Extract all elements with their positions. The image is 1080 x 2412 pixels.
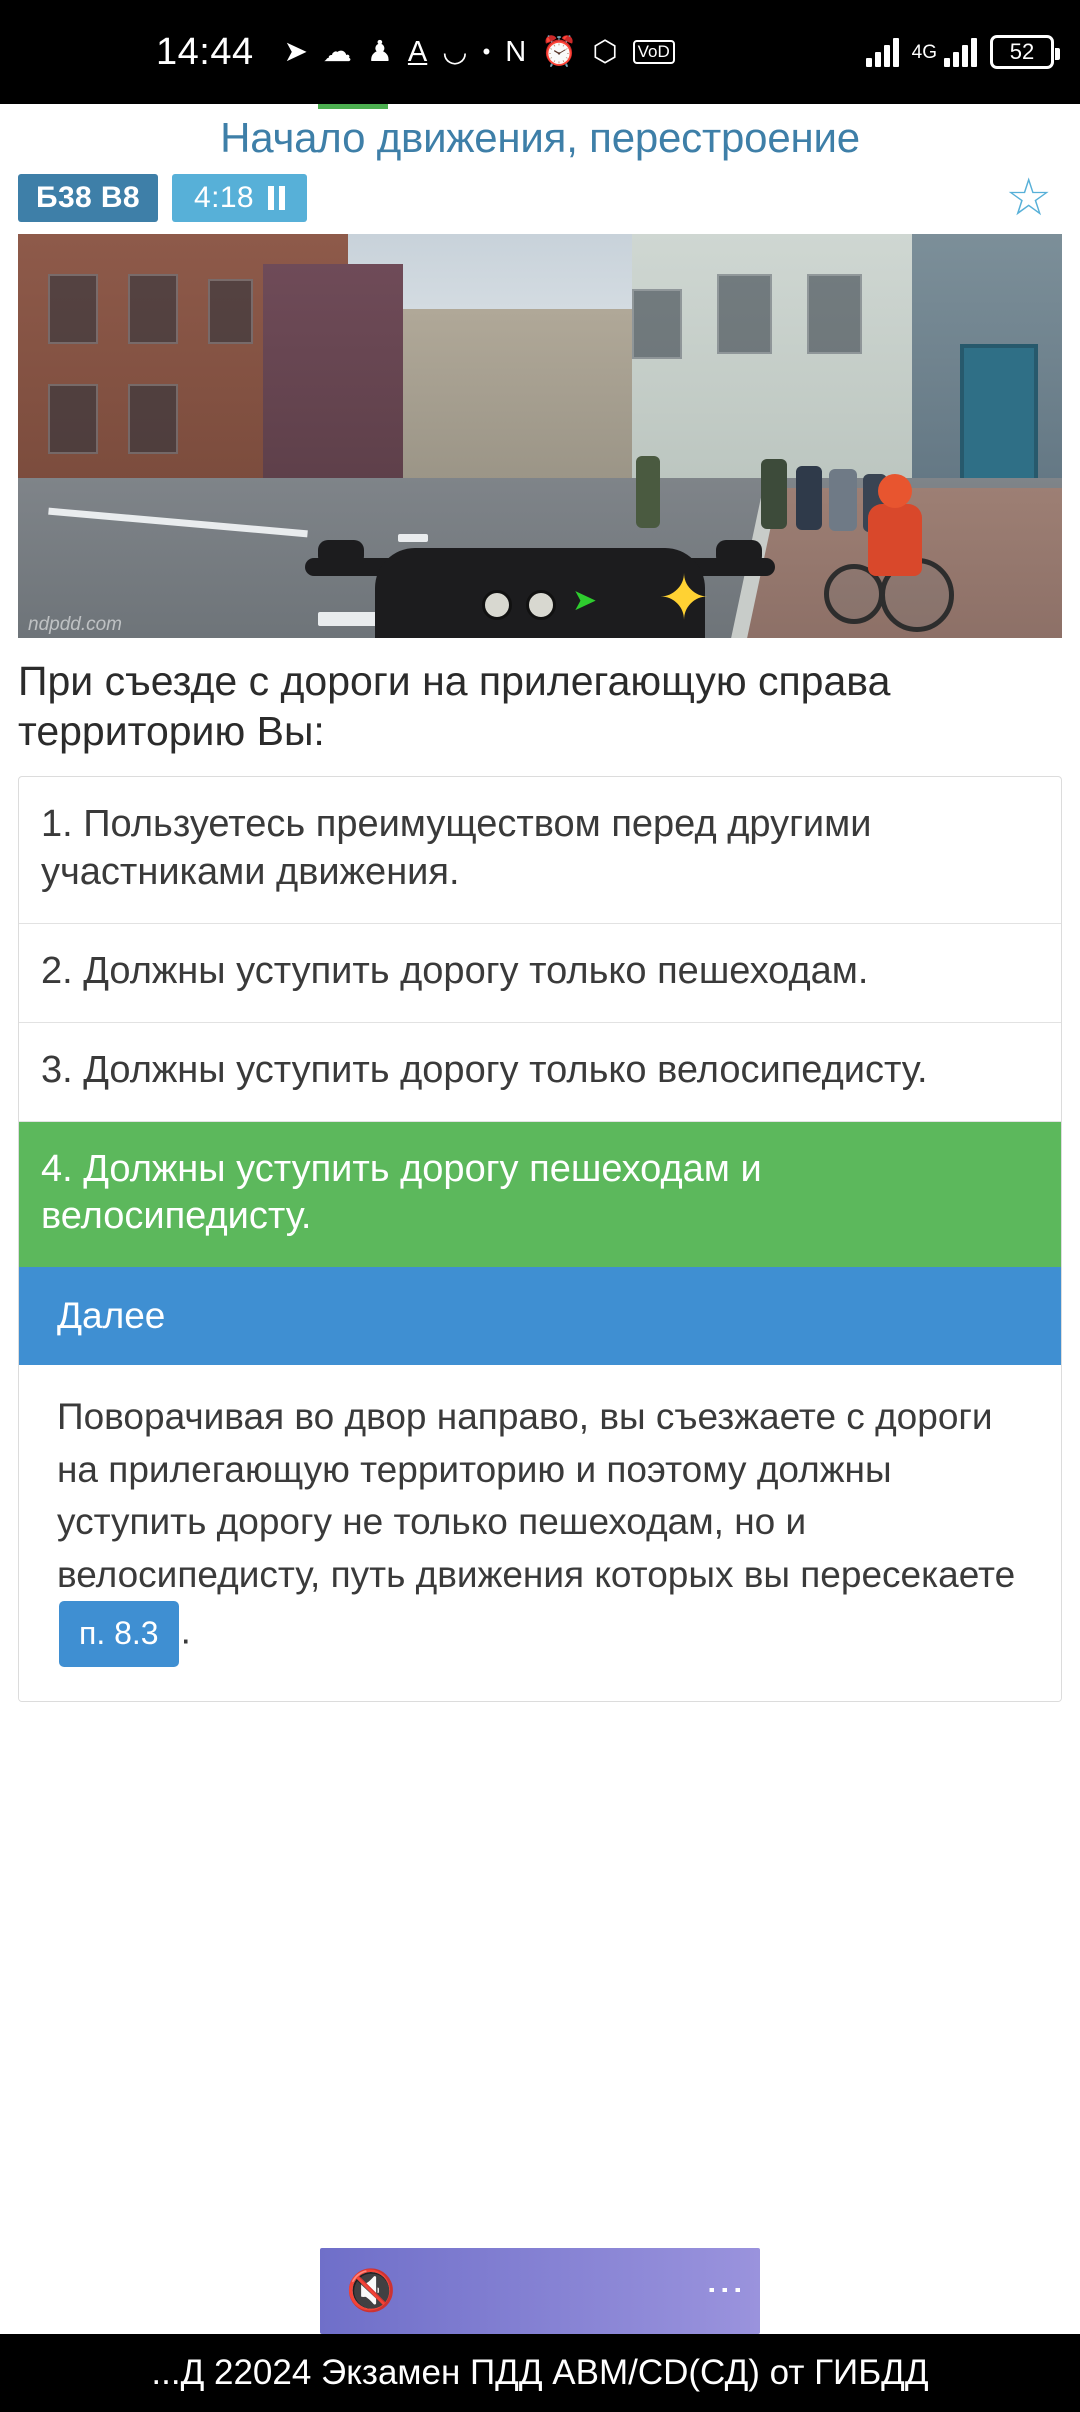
image-gauge — [482, 590, 512, 620]
image-mirror-right — [716, 540, 762, 566]
status-notification-icons — [283, 35, 675, 68]
underline-a-icon: A — [407, 35, 428, 68]
timer-badge[interactable] — [172, 174, 307, 222]
image-gauge — [526, 590, 556, 620]
timer-label: 4:18 — [194, 181, 255, 214]
ad-indicator-dot — [590, 2228, 595, 2233]
content-spacer — [0, 1702, 1080, 2206]
status-left-group — [156, 31, 675, 74]
page-title: Начало движения, перестроение — [220, 114, 860, 161]
explanation-text — [19, 1365, 1061, 1701]
progress-tick — [318, 104, 388, 109]
image-window — [208, 279, 253, 344]
favorite-star-icon[interactable]: ☆ — [1005, 169, 1052, 227]
image-window — [128, 274, 178, 344]
image-lane-dash — [318, 612, 380, 626]
smile-icon: ◡ — [442, 35, 468, 68]
dot-icon: • — [482, 39, 491, 64]
image-turn-arrow-icon: ➤ — [572, 584, 598, 617]
image-window — [632, 289, 682, 359]
answers-list — [18, 776, 1062, 1702]
battery-level-label: 52 — [1009, 39, 1035, 64]
network-type-label: 4G — [911, 41, 937, 63]
status-right-group — [866, 35, 1054, 69]
image-window — [717, 274, 772, 354]
ad-banner[interactable] — [320, 2248, 760, 2334]
image-pedestrian — [796, 466, 822, 530]
question-image — [18, 234, 1062, 638]
explanation-part-2: . — [180, 1610, 191, 1652]
status-clock: 14:44 — [156, 30, 254, 73]
status-bar — [0, 0, 1080, 104]
ticket-badge[interactable]: Б38 В8 — [18, 174, 158, 222]
title-bar — [0, 104, 1080, 168]
image-building-left-2 — [263, 264, 403, 494]
answer-option-1[interactable]: 1. Пользуетесь преимуществом перед другими участниками движения. — [19, 777, 1061, 924]
weather-cloud-icon: ☁ — [322, 35, 352, 68]
badge-row — [0, 168, 1080, 234]
answer-option-2[interactable]: 2. Должны уступить дорогу только пешеходам. — [19, 924, 1061, 1023]
image-window — [807, 274, 862, 354]
rule-reference-chip[interactable]: п. 8.3 — [59, 1601, 179, 1666]
overflow-menu-icon[interactable]: ⋮ — [704, 2271, 746, 2311]
next-button[interactable]: Далее — [19, 1267, 1061, 1365]
battery-icon — [990, 35, 1054, 69]
image-pedestrian — [636, 456, 660, 528]
signal-bars-icon — [866, 37, 899, 67]
image-window — [48, 274, 98, 344]
volte-icon: VoD — [633, 40, 675, 64]
image-watermark: ndpdd.com — [28, 614, 123, 635]
bluetooth-icon: ⬡ — [592, 35, 618, 68]
answer-option-4[interactable]: 4. Должны уступить дорогу пешеходам и велосипедисту. — [19, 1122, 1061, 1268]
ad-area — [0, 2206, 1080, 2334]
image-cyclist-head — [878, 474, 912, 508]
nfc-icon: N — [505, 35, 527, 68]
contact-icon: ♟ — [366, 35, 393, 68]
question-text: При съезде с дороги на прилегающую справа территорию Вы: — [18, 658, 891, 755]
image-mirror-left — [318, 540, 364, 566]
alarm-icon: ⏰ — [541, 35, 578, 68]
image-window — [128, 384, 178, 454]
signal-bars-secondary-icon — [944, 37, 977, 67]
answer-option-3[interactable]: 3. Должны уступить дорогу только велосипедисту. — [19, 1023, 1061, 1122]
image-pedestrian — [829, 469, 857, 531]
image-building-far — [398, 309, 638, 489]
pause-icon[interactable] — [268, 186, 285, 210]
image-sparkle-icon: ✦ — [658, 564, 710, 633]
image-window — [48, 384, 98, 454]
mute-icon[interactable]: 🔇 — [346, 2269, 396, 2313]
explanation-part-1: Поворачивая во двор направо, вы съезжаете с дороги на прилегающую территорию и поэтому должны уступить дорогу не только пешеходам, но и велосипедисту, путь движения которых вы пересекаете — [57, 1396, 1016, 1595]
bottom-bar: ...Д 22024 Экзамен ПДД АВМ/CD(СД) от ГИБДД — [0, 2334, 1080, 2412]
image-cyclist — [868, 504, 922, 576]
telegram-icon: ➤ — [283, 35, 308, 68]
image-pedestrian — [761, 459, 787, 529]
image-lane-dash — [398, 534, 428, 542]
